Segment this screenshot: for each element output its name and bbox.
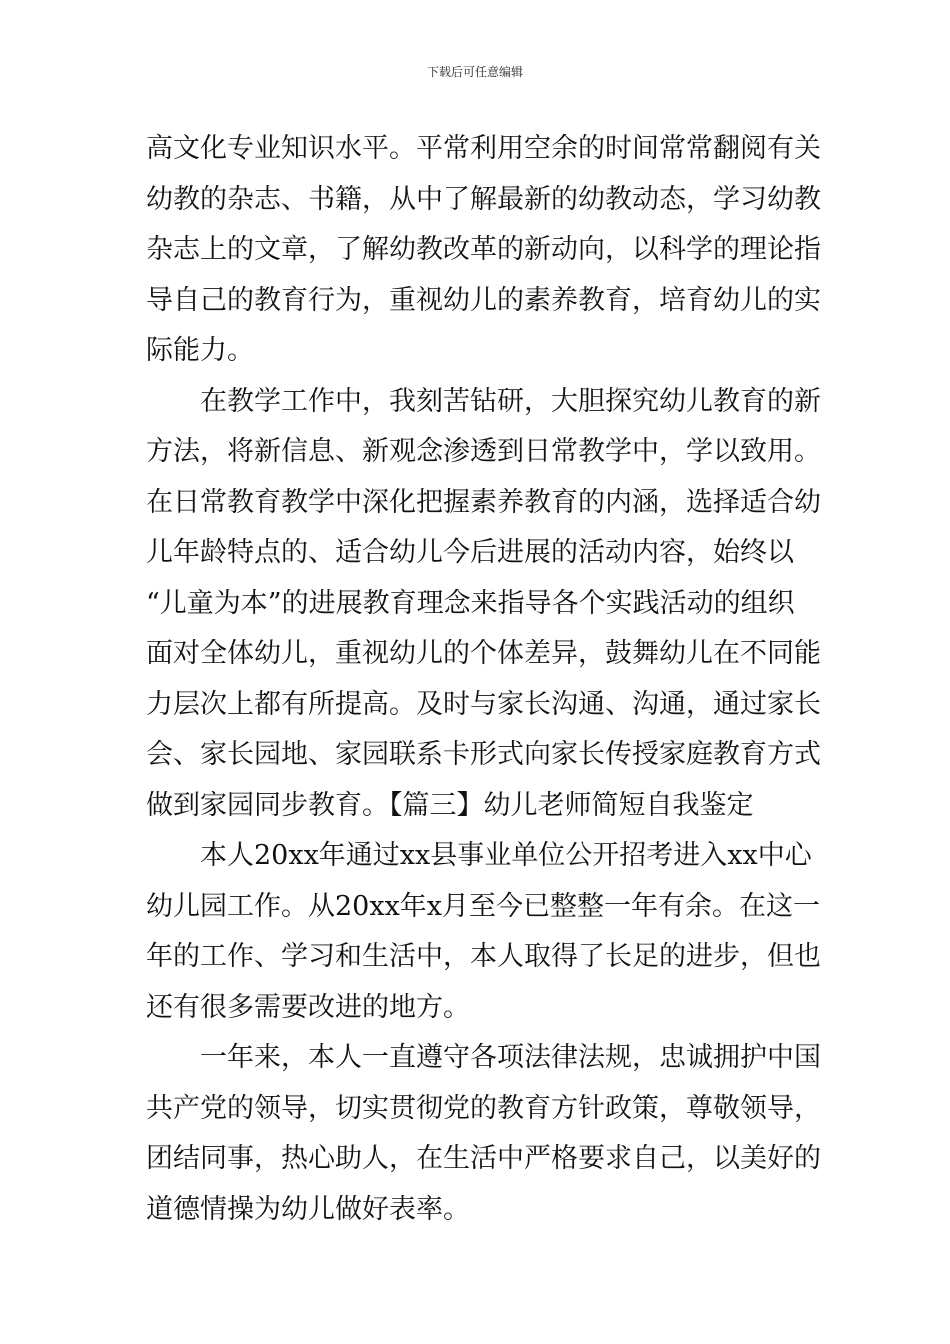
- page-header: 下载后可任意编辑: [426, 65, 523, 79]
- text-line: 际能力。: [146, 335, 254, 366]
- text-line: “儿童为本”的进展教育理念来指导各个实践活动的组织: [146, 587, 795, 619]
- text-line: 还有很多需要改进的地方。: [146, 991, 470, 1023]
- text-line: 面对全体幼儿，重视幼儿的个体差异，鼓舞幼儿在不同能: [146, 638, 821, 669]
- text-line: 幼儿园工作。从20xx年x月至今已整整一年有余。在这一: [146, 890, 821, 922]
- text-line: 会、家长园地、家园联系卡形式向家长传授家庭教育方式: [146, 739, 821, 770]
- text-line: 在日常教育教学中深化把握素养教育的内涵，选择适合幼: [146, 486, 821, 518]
- text-line: 做到家园同步教育。【篇三】幼儿老师简短自我鉴定: [146, 789, 754, 821]
- text-line: 杂志上的文章，了解幼教改革的新动向，以科学的理论指: [146, 234, 821, 265]
- text-line: 方法，将新信息、新观念渗透到日常教学中，学以致用。: [146, 436, 821, 467]
- text-line: 儿年龄特点的、适合幼儿今后进展的活动内容，始终以: [146, 537, 794, 568]
- text-line: 一年来，本人一直遵守各项法律法规，忠诚拥护中国: [200, 1042, 821, 1073]
- text-line: 在教学工作中，我刻苦钻研，大胆探究幼儿教育的新: [200, 385, 821, 417]
- text-line: 共产党的领导，切实贯彻党的教育方针政策，尊敬领导，: [146, 1092, 821, 1124]
- text-line: 道德情操为幼儿做好表率。: [146, 1193, 470, 1225]
- text-line: 本人20xx年通过xx县事业单位公开招考进入xx中心: [200, 840, 812, 871]
- text-line: 年的工作、学习和生活中，本人取得了长足的进步，但也: [146, 941, 821, 972]
- text-line: 力层次上都有所提高。及时与家长沟通、沟通，通过家长: [146, 688, 821, 720]
- text-line: 团结同事，热心助人，在生活中严格要求自己，以美好的: [146, 1143, 821, 1174]
- text-line: 导自己的教育行为，重视幼儿的素养教育，培育幼儿的实: [146, 284, 821, 316]
- text-line: 高文化专业知识水平。平常利用空余的时间常常翻阅有关: [146, 133, 821, 164]
- text-line: 幼教的杂志、书籍，从中了解最新的幼教动态，学习幼教: [146, 183, 821, 215]
- document-body: [146, 124, 821, 1235]
